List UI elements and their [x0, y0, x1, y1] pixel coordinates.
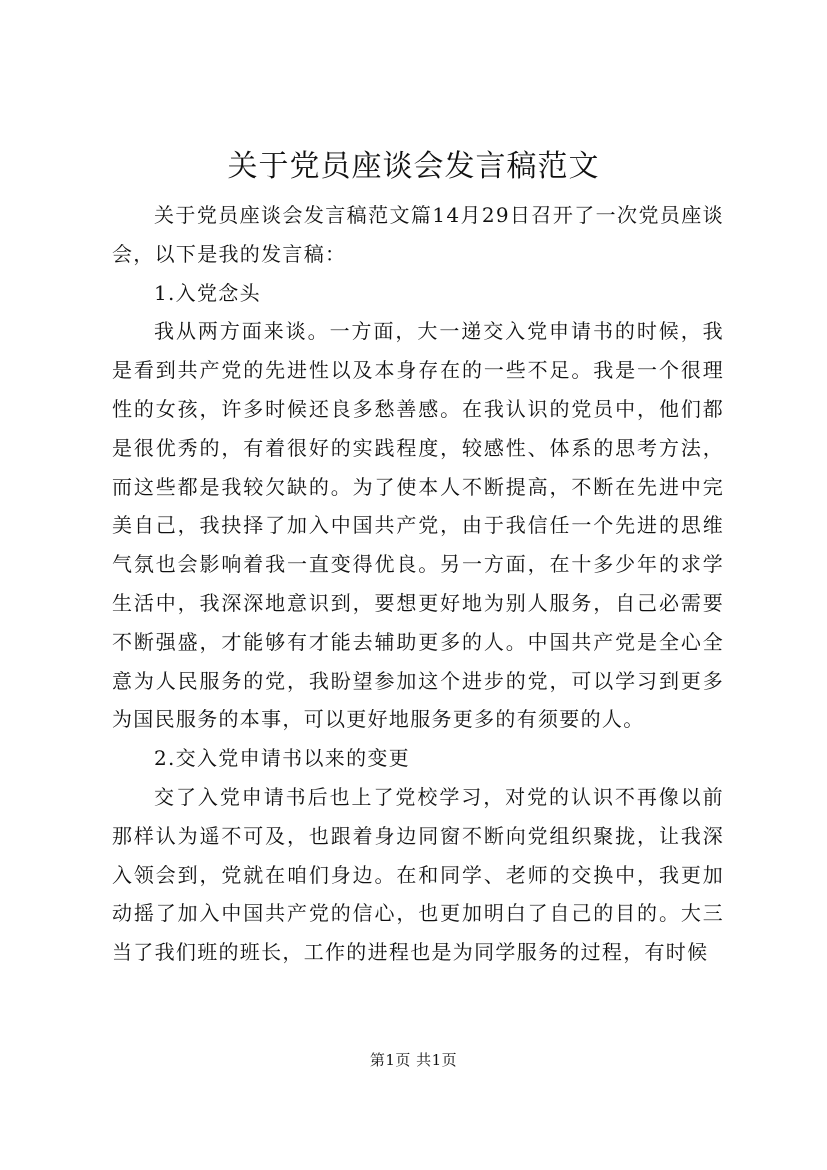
- page-footer: 第1页 共1页: [369, 1051, 458, 1069]
- section-heading-1: 1.入党念头: [154, 280, 261, 305]
- document-title: 关于党员座谈会发言稿范文: [227, 149, 600, 184]
- section-paragraph-2: 交了入党申请书后也上了党校学习，对党的认识不再像以前那样认为遥不可及，也跟着身边同窗不断向党组织聚拢，让我深入领会到，党就在咱们身边。在和同学、老师的交换中，我更加动摇了加入中国共产党的信心，也更加明白了自己的目的。大三当了我们班的班长，工作的进程也是为同学服务的过程，有时候: [112, 784, 724, 965]
- section-paragraph-1: 我从两方面来谈。一方面，大一递交入党申请书的时候，我是看到共产党的先进性以及本身存在的一些不足。我是一个很理性的女孩，许多时候还良多愁善感。在我认识的党员中，他们都是很优秀的，有着很好的实践程度，较感性、体系的思考方法，而这些都是我较欠缺的。为了使本人不断提高，不断在先进中完美自己，我抉择了加入中国共产党，由于我信任一个先进的思维气氛也会影响着我一直变得优良。另一方面，在十多少年的求学生活中，我深深地意识到，要想更好地为别人服务，自己必需要不断强盛，才能够有才能去辅助更多的人。中国共产党是全心全意为人民服务的党，我盼望参加这个进步的党，可以学习到更多为国民服务的本事，可以更好地服务更多的有须要的人。: [112, 319, 724, 732]
- section-heading-2: 2.交入党申请书以来的变更: [154, 746, 410, 771]
- intro-paragraph: 关于党员座谈会发言稿范文篇14月29日召开了一次党员座谈会，以下是我的发言稿：: [112, 203, 724, 266]
- document-body: [112, 196, 724, 972]
